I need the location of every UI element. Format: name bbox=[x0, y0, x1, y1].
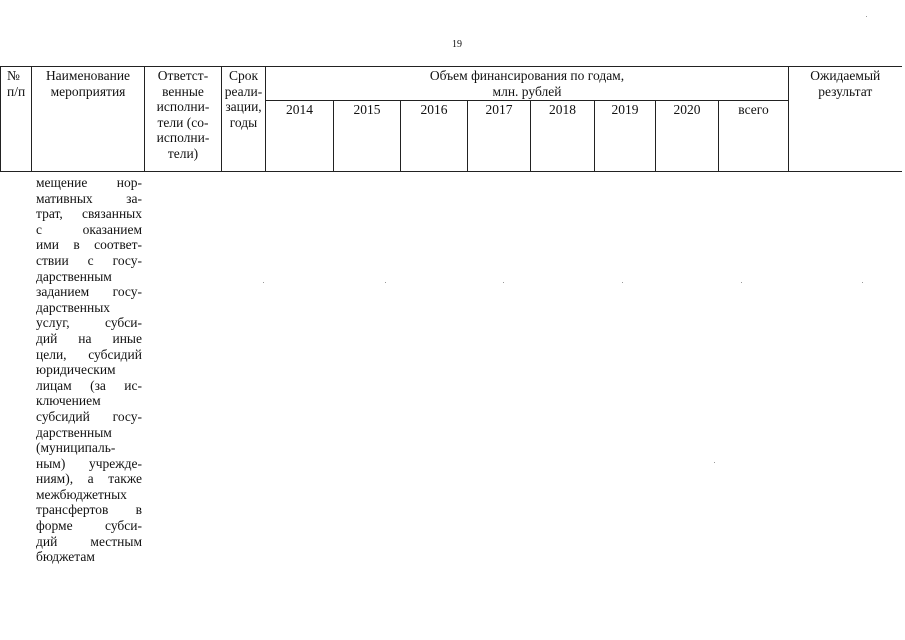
header-year-total: всего bbox=[719, 101, 789, 172]
scan-speck bbox=[385, 282, 386, 283]
description-line: мативных за- bbox=[36, 190, 142, 206]
header-funding-title-line2: млн. рублей bbox=[492, 83, 562, 99]
header-term-line: зации, bbox=[225, 99, 262, 114]
header-executors-cell bbox=[145, 67, 222, 172]
description-line: юридическим bbox=[36, 362, 116, 378]
header-year-2014: 2014 bbox=[266, 101, 334, 172]
header-result-cell bbox=[789, 67, 902, 172]
scan-speck bbox=[866, 16, 867, 17]
header-executors-line: исполни- bbox=[156, 99, 210, 114]
header-term-cell bbox=[222, 67, 266, 172]
description-line: ключением bbox=[36, 393, 101, 409]
header-term-line: реали- bbox=[224, 83, 263, 99]
scan-speck bbox=[622, 282, 623, 283]
description-line: услуг, субси- bbox=[36, 315, 142, 331]
description-line: цели, субсидий bbox=[36, 346, 142, 362]
header-executors-line: венные bbox=[162, 83, 204, 99]
description-line: дарственным bbox=[36, 424, 112, 440]
description-line: мещение нор- bbox=[36, 175, 142, 190]
header-year-2019: 2019 bbox=[595, 101, 656, 172]
header-executors-line: тели (со- bbox=[157, 114, 209, 130]
header-result-line2: результат bbox=[818, 83, 873, 99]
scan-speck bbox=[714, 462, 715, 463]
header-funding-cell bbox=[266, 67, 789, 101]
header-term-line: Срок bbox=[228, 68, 259, 83]
description-line: заданием госу- bbox=[36, 284, 142, 300]
description-line: с оказанием bbox=[36, 221, 142, 237]
scan-speck bbox=[862, 282, 863, 283]
header-number-line2: п/п bbox=[7, 83, 26, 99]
description-line: межбюджетных bbox=[36, 486, 127, 502]
description-line: форме субси- bbox=[36, 518, 142, 534]
description-line: дий на иные bbox=[36, 330, 142, 346]
description-line: бюджетам bbox=[36, 549, 95, 565]
description-line: ствии с госу- bbox=[36, 252, 142, 268]
header-year-2017: 2017 bbox=[468, 101, 531, 172]
scan-speck bbox=[263, 282, 264, 283]
header-number-line1: № bbox=[7, 68, 20, 83]
description-line: ими в соответ- bbox=[36, 237, 142, 253]
description-line: дарственных bbox=[36, 299, 111, 315]
description-line: дий местным bbox=[36, 533, 142, 549]
description-line: ным) учрежде- bbox=[36, 455, 142, 471]
header-year-2016: 2016 bbox=[401, 101, 468, 172]
header-executors-line: тели) bbox=[167, 145, 199, 161]
measure-description bbox=[36, 175, 142, 565]
page-number: 19 bbox=[452, 39, 462, 50]
description-line: трансфертов в bbox=[36, 502, 142, 518]
description-line: трат, связанных bbox=[36, 206, 142, 222]
header-result-line1: Ожидаемый bbox=[810, 68, 881, 83]
description-line: лицам (за ис- bbox=[36, 377, 142, 393]
header-year-2020: 2020 bbox=[656, 101, 719, 172]
header-executors-line: Ответст- bbox=[157, 68, 209, 83]
header-funding-title-line1: Объем финансирования по годам, bbox=[429, 68, 625, 83]
scan-speck bbox=[503, 282, 504, 283]
description-line: дарственным bbox=[36, 268, 112, 284]
header-year-2015: 2015 bbox=[334, 101, 401, 172]
description-line: субсидий госу- bbox=[36, 408, 142, 424]
description-line: ниям), а также bbox=[36, 471, 142, 487]
header-name-line1: Наименование bbox=[45, 68, 131, 83]
header-executors-line: исполни- bbox=[156, 130, 210, 145]
funding-header-table bbox=[0, 66, 902, 172]
header-number-cell bbox=[1, 67, 32, 172]
header-year-2018: 2018 bbox=[531, 101, 595, 172]
description-line: (муниципаль- bbox=[36, 440, 116, 456]
scan-speck bbox=[741, 282, 742, 283]
header-name-line2: мероприятия bbox=[50, 83, 126, 99]
header-name-cell bbox=[32, 67, 145, 172]
header-term-line: годы bbox=[229, 114, 258, 130]
